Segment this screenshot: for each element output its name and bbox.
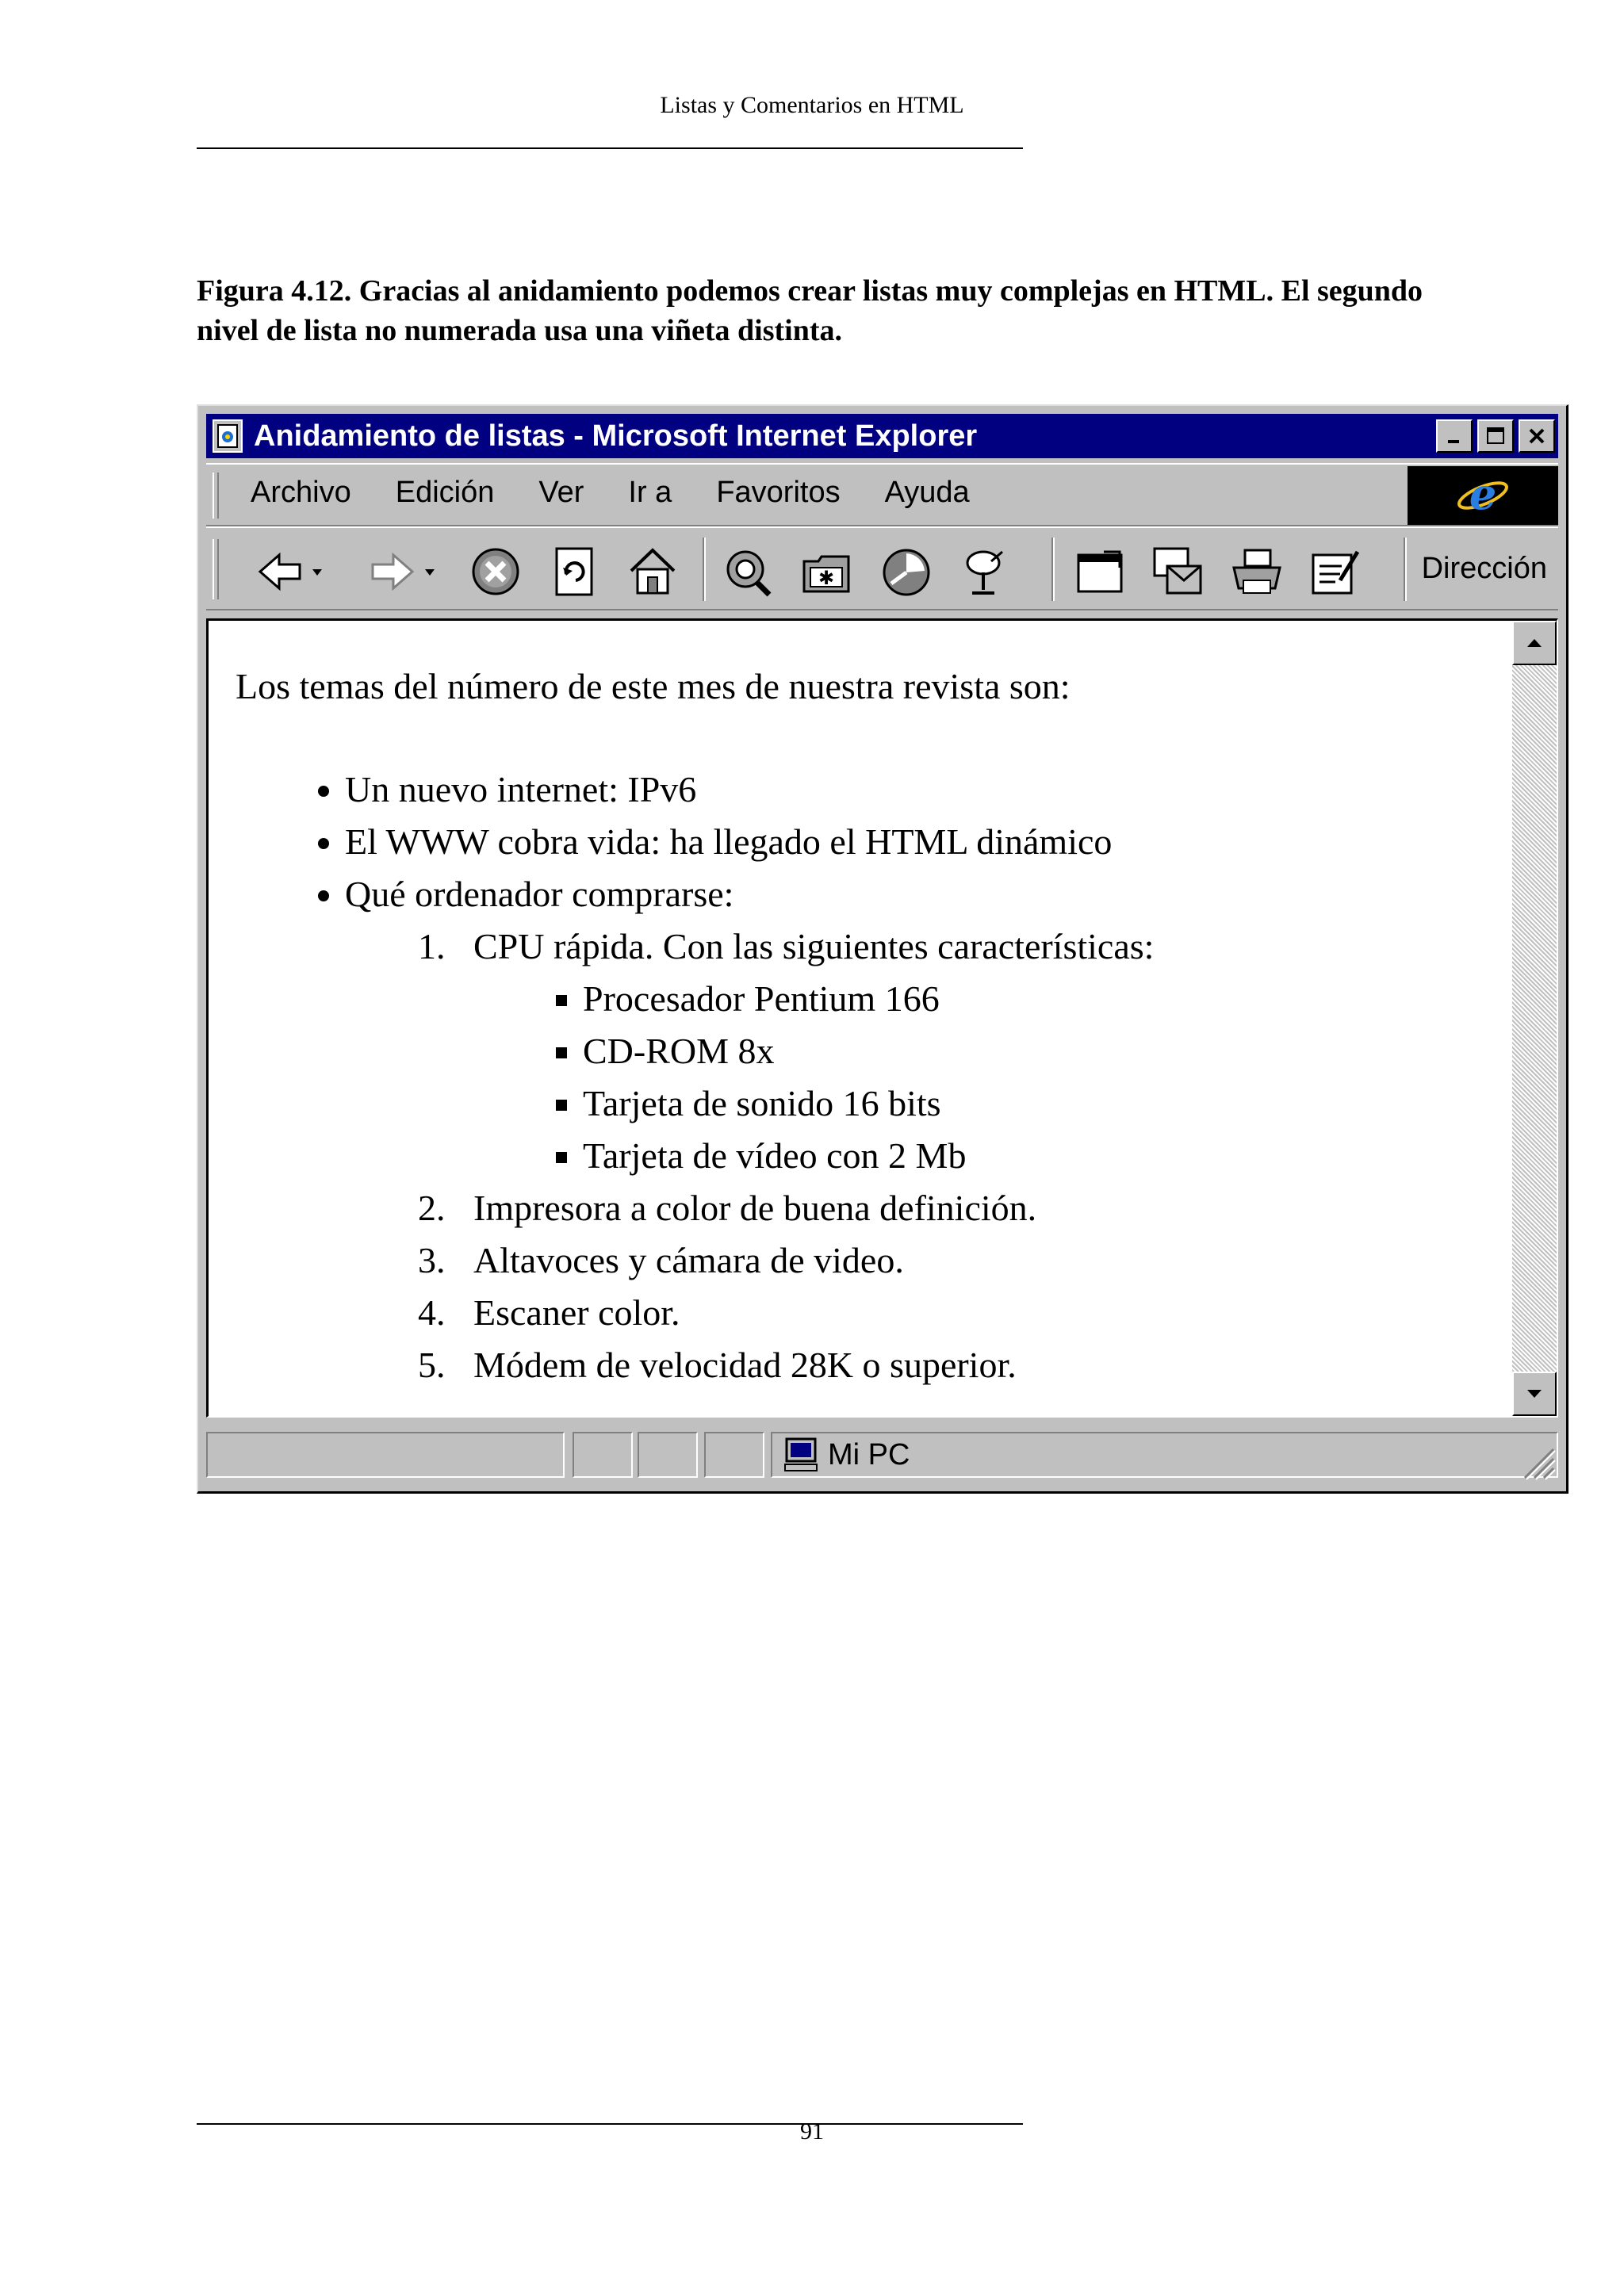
toolbar-grip[interactable] — [213, 539, 219, 599]
mail-icon[interactable] — [1150, 544, 1205, 599]
stop-icon[interactable] — [468, 544, 523, 599]
page-number: 91 — [800, 2118, 824, 2145]
list-item: ▪ Tarjeta de vídeo con 2 Mb — [583, 1130, 1154, 1182]
toolbar-separator — [703, 538, 706, 601]
search-icon[interactable] — [722, 544, 777, 599]
title-bar[interactable] — [206, 414, 1558, 458]
arrow-up-icon — [1524, 636, 1545, 650]
list-item: ▪ Procesador Pentium 166 — [583, 973, 1154, 1025]
menu-ir-a[interactable]: Ir a — [628, 476, 672, 509]
topic-list — [236, 763, 1154, 1391]
back-arrow-icon[interactable] — [252, 544, 331, 599]
list-item: ▪ Tarjeta de sonido 16 bits — [583, 1077, 1154, 1130]
ie-page-icon — [213, 419, 243, 453]
print-icon[interactable] — [1229, 544, 1285, 599]
menu-favoritos[interactable]: Favoritos — [716, 476, 841, 509]
refresh-icon[interactable] — [547, 544, 603, 599]
list-item: • Qué ordenador comprarse: 1. CPU rápida. Con las siguientes características: ▪ Procesador Pentium 166 ▪ CD-ROM 8x ▪ Tarjeta de sonido 16 bits ▪ Tarjeta de vídeo con 2 Mb 2. Impresora a color de buena definición. 3. Altavoces y cámara de video. 4. Escaner color. 5. Módem de velocidad 28K o superior. — [345, 868, 1154, 1391]
close-icon — [1526, 426, 1547, 446]
list-item: ▪ CD-ROM 8x — [583, 1025, 1154, 1077]
vertical-scrollbar[interactable] — [1512, 621, 1557, 1416]
list-item: 5. Módem de velocidad 28K o superior. — [454, 1339, 1154, 1391]
arrow-down-icon — [1524, 1387, 1545, 1401]
list-item: 4. Escaner color. — [454, 1287, 1154, 1339]
zone-label: Mi PC — [828, 1437, 910, 1471]
status-panel — [704, 1432, 764, 1478]
history-icon[interactable] — [879, 544, 934, 599]
header-rule — [197, 147, 1023, 149]
security-zone — [771, 1432, 1558, 1478]
status-text-panel — [206, 1432, 565, 1478]
intro-text: Los temas del número de este mes de nuestra revista son: — [236, 666, 1071, 706]
menu-archivo[interactable]: Archivo — [251, 476, 351, 509]
features-list — [473, 973, 1154, 1182]
status-panel — [638, 1432, 698, 1478]
resize-grip-icon[interactable] — [1520, 1445, 1557, 1481]
forward-arrow-icon[interactable] — [365, 544, 444, 599]
maximize-button[interactable] — [1477, 419, 1514, 453]
ie-logo — [1408, 466, 1558, 525]
window-title: Anidamiento de listas - Microsoft Internet Explorer — [254, 419, 978, 453]
menu-edicion[interactable]: Edición — [395, 476, 495, 509]
computer-icon — [783, 1437, 820, 1472]
list-item: 3. Altavoces y cámara de video. — [454, 1234, 1154, 1287]
running-header: Listas y Comentarios en HTML — [660, 92, 964, 118]
fullscreen-icon[interactable] — [1072, 544, 1128, 599]
svg-text:e: e — [1469, 469, 1497, 519]
minimize-button[interactable] — [1436, 419, 1473, 453]
toolbar-separator — [1404, 538, 1407, 601]
scroll-down-button[interactable] — [1512, 1372, 1557, 1416]
figure-caption: Figura 4.12. Gracias al anidamiento podemos crear listas muy complejas en HTML. El segundo nivel de lista no numerada usa una viñeta distinta. — [197, 274, 1423, 347]
status-panel — [573, 1432, 633, 1478]
list-item: 2. Impresora a color de buena definición. — [454, 1182, 1154, 1234]
computer-list — [345, 920, 1154, 1391]
minimize-icon — [1445, 427, 1464, 446]
address-label[interactable]: Dirección — [1421, 552, 1547, 585]
page-content — [236, 660, 1154, 1391]
maximize-icon — [1485, 426, 1506, 446]
toolbar-separator — [1051, 538, 1055, 601]
menu-grip[interactable] — [213, 473, 219, 519]
toolbar — [206, 526, 1558, 610]
edit-icon[interactable] — [1308, 544, 1364, 599]
menu-bar — [206, 463, 1558, 526]
browser-window — [197, 404, 1568, 1494]
svg-text:✱: ✱ — [818, 567, 835, 589]
menu-ayuda[interactable]: Ayuda — [884, 476, 970, 509]
list-item: 1. CPU rápida. Con las siguientes características: ▪ Procesador Pentium 166 ▪ CD-ROM 8x ▪ Tarjeta de sonido 16 bits ▪ Tarjeta de vídeo con 2 Mb — [454, 920, 1154, 1182]
home-icon[interactable] — [625, 544, 680, 599]
page-viewport — [206, 618, 1558, 1418]
menu-ver[interactable]: Ver — [538, 476, 584, 509]
list-item: • El WWW cobra vida: ha llegado el HTML dinámico — [345, 816, 1154, 868]
status-bar — [206, 1427, 1558, 1483]
close-button[interactable] — [1519, 419, 1555, 453]
list-item: • Un nuevo internet: IPv6 — [345, 763, 1154, 816]
channels-icon[interactable] — [958, 544, 1013, 599]
ie-logo-icon — [1455, 469, 1511, 522]
favorites-icon[interactable] — [799, 544, 855, 599]
scroll-up-button[interactable] — [1512, 621, 1557, 665]
